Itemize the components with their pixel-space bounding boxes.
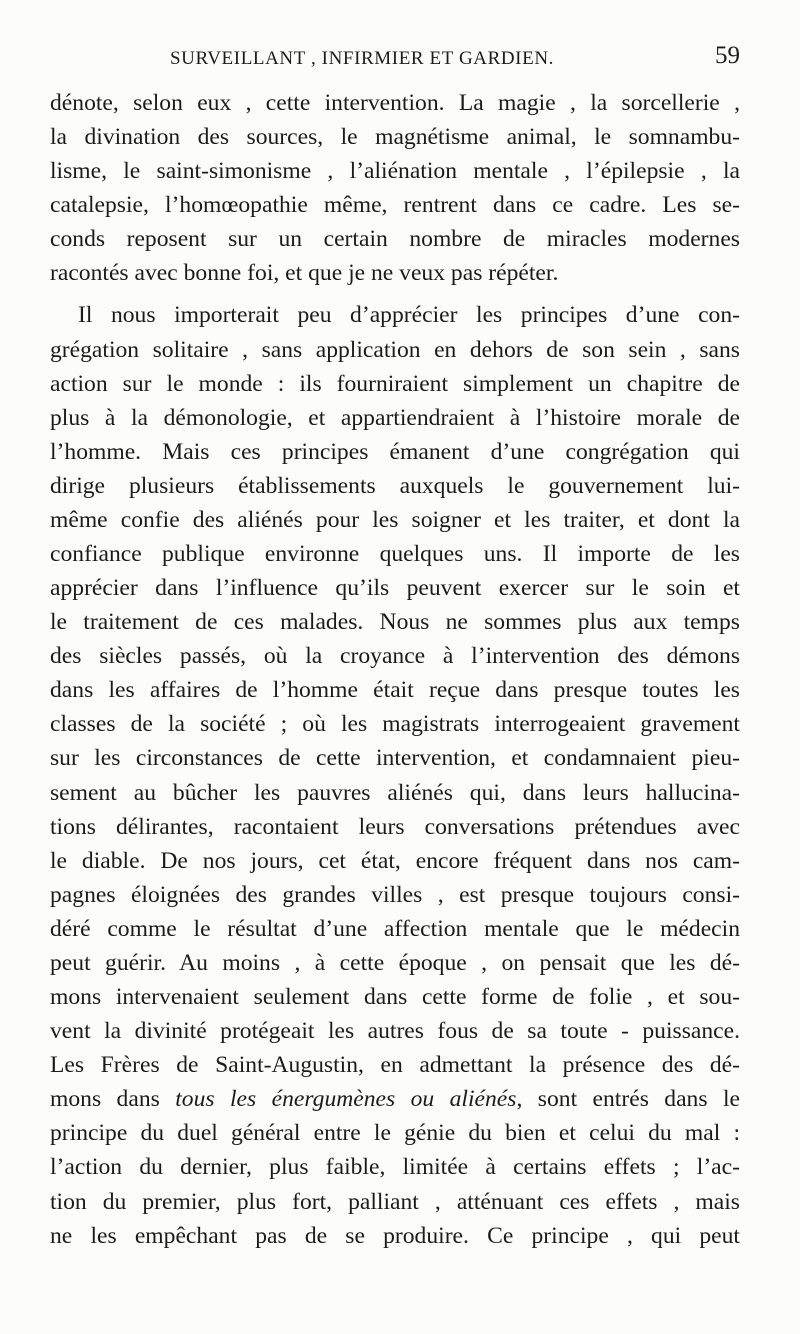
text-line: action sur le monde : ils fourniraient simplement un chapitre de (50, 370, 740, 397)
paragraph-2 (50, 298, 740, 1048)
text-line: tion du premier, plus fort, palliant , atténuant ces effets , mais (50, 1188, 740, 1215)
text-line: déré comme le résultat d’une affection mentale que le médecin (50, 915, 740, 942)
text-span: , sont entrés dans le (516, 1086, 740, 1113)
text-line: pagnes éloignées des grandes villes , est presque toujours consi- (50, 881, 740, 908)
text-line: conds reposent sur un certain nombre de miracles modernes (50, 226, 740, 253)
text-span: mons dans (50, 1086, 176, 1113)
paragraph-3 (50, 1048, 740, 1252)
text-line: l’action du dernier, plus faible, limitée à certains effets ; l’ac- (50, 1154, 740, 1181)
text-line: des siècles passés, où la croyance à l’intervention des démons (50, 643, 740, 670)
text-line: sement au bûcher les pauvres aliénés qui, dans leurs hallucina- (50, 779, 740, 806)
text-line: tions délirantes, racontaient leurs conversations prétendues avec (50, 813, 740, 840)
paragraph-gap (50, 290, 740, 298)
paragraph-1 (50, 86, 740, 290)
text-line: grégation solitaire , sans application en dehors de son sein , sans (50, 336, 740, 363)
text-line (50, 1082, 740, 1116)
page-number: 59 (715, 42, 740, 69)
text-line: le traitement de ces malades. Nous ne sommes plus aux temps (50, 609, 740, 636)
text-line: lisme, le saint-simonisme , l’aliénation mentale , l’épilepsie , la (50, 158, 740, 185)
text-line: plus à la démonologie, et appartiendraient à l’histoire morale de (50, 404, 740, 431)
text-line: dénote, selon eux , cette intervention. La magie , la sorcellerie , (50, 90, 740, 116)
body-text (50, 86, 740, 1253)
text-line: mons intervenaient seulement dans cette forme de folie , et sou- (50, 984, 740, 1011)
text-line: Il nous importerait peu d’apprécier les principes d’une con- (78, 302, 740, 329)
text-line: catalepsie, l’homœopathie même, rentrent dans ce cadre. Les se- (50, 192, 740, 219)
text-line: le diable. De nos jours, cet état, encore fréquent dans nos cam- (50, 847, 740, 874)
text-line: vent la divinité protégeait les autres fous de sa toute - puissance. (50, 1018, 740, 1045)
text-line: dirige plusieurs établissements auxquels le gouvernement lui- (50, 472, 740, 499)
italic-phrase: tous les énergumènes ou aliénés (175, 1086, 517, 1113)
text-line: principe du duel général entre le génie du bien et celui du mal : (50, 1120, 740, 1147)
text-line: Les Frères de Saint-Augustin, en admettant la présence des dé- (50, 1052, 740, 1079)
running-title: SURVEILLANT , INFIRMIER ET GARDIEN. (170, 48, 554, 69)
text-line: classes de la société ; où les magistrats interrogeaient gravement (50, 711, 740, 738)
text-line: ne les empêchant pas de se produire. Ce principe , qui peut (50, 1222, 740, 1249)
text-line: apprécier dans l’influence qu’ils peuvent exercer sur le soin et (50, 575, 740, 602)
text-line: la divination des sources, le magnétisme animal, le somnambu- (50, 124, 740, 151)
text-line: confiance publique environne quelques uns. Il importe de les (50, 541, 740, 568)
text-line: sur les circonstances de cette intervention, et condamnaient pieu- (50, 745, 740, 772)
running-head (50, 42, 740, 76)
text-line: même confie des aliénés pour les soigner et les traiter, et dont la (50, 506, 740, 533)
text-line: peut guérir. Au moins , à cette époque , on pensait que les dé- (50, 949, 740, 976)
text-line: racontés avec bonne foi, et que je ne veux pas répéter. (50, 260, 559, 287)
text-line: l’homme. Mais ces principes émanent d’une congrégation qui (50, 438, 740, 465)
text-line: dans les affaires de l’homme était reçue dans presque toutes les (50, 677, 740, 704)
